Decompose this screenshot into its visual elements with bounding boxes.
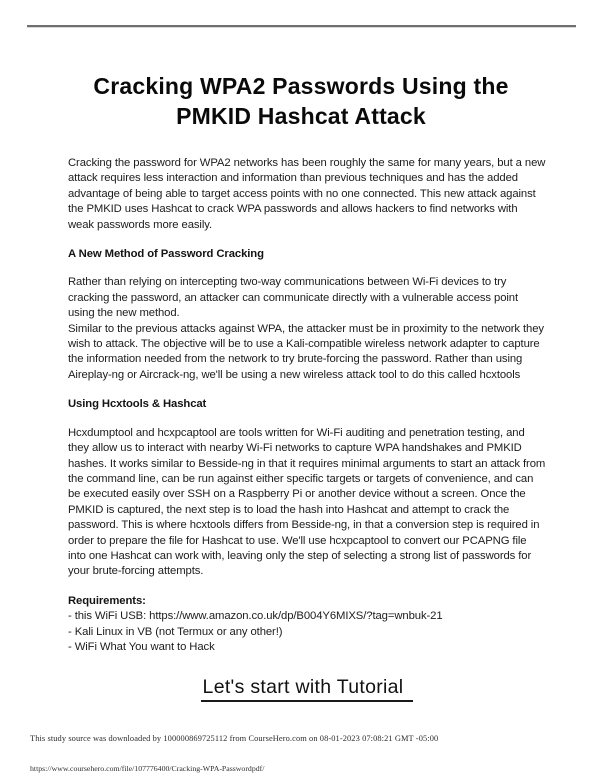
requirement-item-wifi-usb: - this WiFi USB: https://www.amazon.co.uk/dp/B004Y6MIXS/?tag=wnbuk-21 [68,610,443,623]
tutorial-start-row [68,676,546,702]
document-title-line1: Cracking WPA2 Passwords Using the [93,73,509,99]
paragraph: Rather than relying on intercepting two-way communications between Wi-Fi devices to try cracking the password, an attacker can communicate directly with a vulnerable access point using the new method. [68,276,519,320]
section-heading-new-method: A New Method of Password Cracking [68,248,264,261]
paragraph: Hcxdumptool and hcxpcaptool are tools written for Wi-Fi auditing and penetration testing, and they allow us to interact with nearby Wi-Fi networks to capture WPA handshakes and PMKID hashes. It works similar to Besside-ng in that it requires minimal arguments to start an attack from the command line, can be run against either specific targets or targets of convenience, and can be executed easily over SSH on a Raspberry Pi or another device without a screen. Once the PMKID is captured, the next step is to load the hash into Hashcat and attempt to crack the password. This is where hcxtools differs from Besside-ng, in that a conversion step is required in order to prepare the file for Hashcat to use. We'll use hcxpcaptool to convert our PCAPNG file into one Hashcat can work with, leaving only the step of selecting a strong list of passwords for your brute-forcing attempts. [68,426,546,578]
document-title [0,71,602,131]
section-heading-hcxtools-hashcat: Using Hcxtools & Hashcat [68,398,207,411]
source-url-text: https://www.coursehero.com/file/107776400/Cracking-WPA-Passwordpdf/ [30,764,265,773]
section-new-method-text [68,275,546,383]
intro-paragraph: Cracking the password for WPA2 networks has been roughly the same for many years, but a new attack requires less interaction and information than previous techniques and has the added advantage of being able to target access points with no one connected. This new attack against the PMKID uses Hashcat to crack WPA passwords and allows hackers to find networks with weak passwords more easily. [68,157,546,231]
document-body [68,156,546,702]
tutorial-start-text: Let's start with Tutorial [201,676,414,702]
document-title-line2: PMKID Hashcat Attack [176,103,426,129]
requirement-item-target-wifi: - WiFi What You want to Hack [68,640,215,653]
requirement-item-kali-linux: - Kali Linux in VB (not Termux or any other!) [68,625,283,638]
download-attribution-note: This study source was downloaded by 100000869725112 from CourseHero.com on 08-01-2023 07:08:21 GMT -05:00 [30,734,439,743]
paragraph: Similar to the previous attacks against WPA, the attacker must be in proximity to the network they wish to attack. The objective will be to use a Kali-compatible wireless network adapter to capture the information needed from the network to try brute-forcing the password. Rather than using Aireplay-ng or Aircrack-ng, we'll be using a new wireless attack tool to do this called hcxtools [68,322,544,381]
section-hcxtools-text [68,426,546,580]
requirements-heading: Requirements: [68,594,146,607]
requirements-list [68,609,546,655]
top-divider [27,25,576,28]
